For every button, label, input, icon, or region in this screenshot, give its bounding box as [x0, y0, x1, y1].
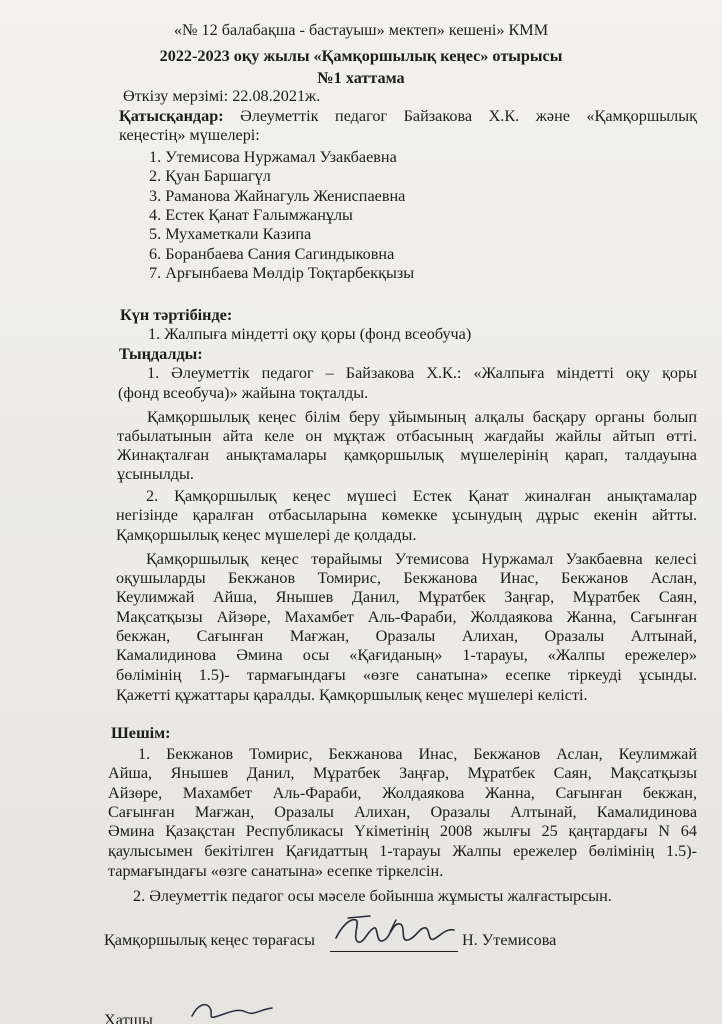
participants-line-1: [119, 107, 697, 126]
heard-line: Қамқоршылық кеңес білім беру ұйымының алқалы басқару органы болып: [147, 408, 697, 426]
member-item: 1. Утемисова Нуржамал Узакбаевна: [149, 148, 397, 166]
heard-line: ұсынылды.: [117, 465, 194, 483]
heard-line: табылатынын айта келе он мұқтаж отбасының жағдайы жайлы айтып өтті.: [117, 427, 697, 445]
chair-signature-icon: [330, 908, 465, 954]
agenda-item: 1. Жалпыға міндетті оқу қоры (фонд всеобуча): [148, 325, 472, 343]
participants-label: Қатысқандар:: [119, 107, 224, 125]
heard-line: Қамқоршылық кеңес мүшелері де қолдады.: [116, 526, 417, 544]
chair-name: Н. Утемисова: [462, 931, 557, 949]
decision-line: қаулысымен бекітілген Қағидаттың 1-тарауы Жалпы ережелер бөлімінің 1.5)-: [108, 842, 697, 860]
member-item: 4. Естек Қанат Ғалымжанұлы: [149, 206, 353, 224]
member-item: 3. Раманова Жайнагуль Жениспаевна: [149, 187, 406, 205]
meeting-date: Өткізу мерзімі: 22.08.2021ж.: [123, 87, 321, 105]
decision-line: Сағынған Мағжан, Оразалы Алихан, Оразалы Алтынай, Камалидинова: [108, 803, 697, 821]
heard-line: Кеулимжай Айша, Янышев Данил, Мұратбек Заңғар, Мұратбек Саян,: [116, 588, 697, 606]
chair-title: Қамқоршылық кеңес төрағасы: [104, 931, 315, 949]
heard-line: Қамқоршылық кеңес төрайымы Утемисова Нуржамал Узакбаевна келесі: [146, 550, 697, 568]
heard-line: Жинақталған анықтамалары қамқоршылық мүшелерінің қарап, талдауына: [117, 446, 697, 464]
heard-line: 2. Қамқоршылық кеңес мүшесі Естек Қанат жиналған анықтамалар: [146, 487, 697, 505]
protocol-number: №1 хаттама: [317, 69, 405, 87]
decision-line: тармағындағы «өзге санатына» есепке тіркелсін.: [108, 862, 444, 880]
decision-line: Әмина Қазақстан Республикасы Үкіметінің 2008 жылғы 25 қаңтардағы N 64: [108, 822, 697, 840]
heard-line: 1. Әлеуметтік педагог – Байзакова Х.К.: «Жалпыға міндетті оқу қоры: [147, 364, 697, 382]
member-item: 5. Мухаметкали Казипа: [149, 225, 312, 243]
heard-label: Тыңдалды:: [119, 345, 203, 363]
member-item: 6. Боранбаева Сания Сагиндыковна: [149, 245, 395, 263]
decision-label: Шешім:: [111, 724, 171, 742]
heard-line: оқушыларды Бекжанов Томирис, Бекжанова Инас, Бекжанов Аслан,: [116, 569, 697, 587]
agenda-label: Күн тәртібінде:: [120, 306, 233, 324]
heard-line: Мақсатқызы Айзөре, Махамбет Аль-Фараби, Жолдаякова Жанна, Сағынған: [116, 608, 697, 626]
member-item: 7. Арғынбаева Мөлдір Тоқтарбекқызы: [149, 264, 415, 282]
heard-line: Камалидинова Әмина осы «Қағиданың» 1-тарауы, «Жалпы ережелер»: [116, 646, 697, 664]
heard-line: бөлімінің 1.5)- тармағындағы «өзге санатына» есепке тіркеуді ұсынды.: [116, 666, 697, 684]
decision-line: 2. Әлеуметтік педагог осы мәселе бойынша жұмысты жалғастырсын.: [133, 887, 612, 905]
secretary-signature-icon: [188, 994, 278, 1024]
participants-intro-1: Әлеуметтік педагог Байзакова Х.К. және «Қамқоршылық: [240, 107, 697, 125]
member-item: 2. Қуан Баршагүл: [149, 167, 271, 185]
participants-intro-2: кеңестің» мүшелері:: [119, 126, 260, 144]
secretary-title: Хатшы: [104, 1011, 153, 1024]
org-name: «№ 12 балабақша - бастауыш» мектеп» кешені» КММ: [173, 21, 549, 39]
heard-line: (фонд всеобуча)» жайына тоқталды.: [118, 384, 369, 402]
decision-line: Айша, Янышев Данил, Мұратбек Заңғар, Мұратбек Саян, Мақсатқызы: [108, 764, 697, 782]
heard-line: негізінде қаралған отбасыларына көмекке ұсынудың дұрыс екенін айтты.: [116, 506, 697, 524]
heard-line: Қажетті құжаттары қаралды. Қамқоршылық кеңес мүшелері келісті.: [116, 686, 588, 704]
heard-line: бекжан, Сағынған Мағжан, Оразалы Алихан, Оразалы Алтынай,: [116, 627, 697, 645]
document-title: 2022-2023 оқу жылы «Қамқоршылық кеңес» отырысы: [159, 47, 563, 65]
decision-line: Айзөре, Махамбет Аль-Фараби, Жолдаякова Жанна, Сағынған бекжан,: [108, 784, 697, 802]
decision-line: 1. Бекжанов Томирис, Бекжанова Инас, Бекжанов Аслан, Кеулимжай: [138, 745, 697, 763]
